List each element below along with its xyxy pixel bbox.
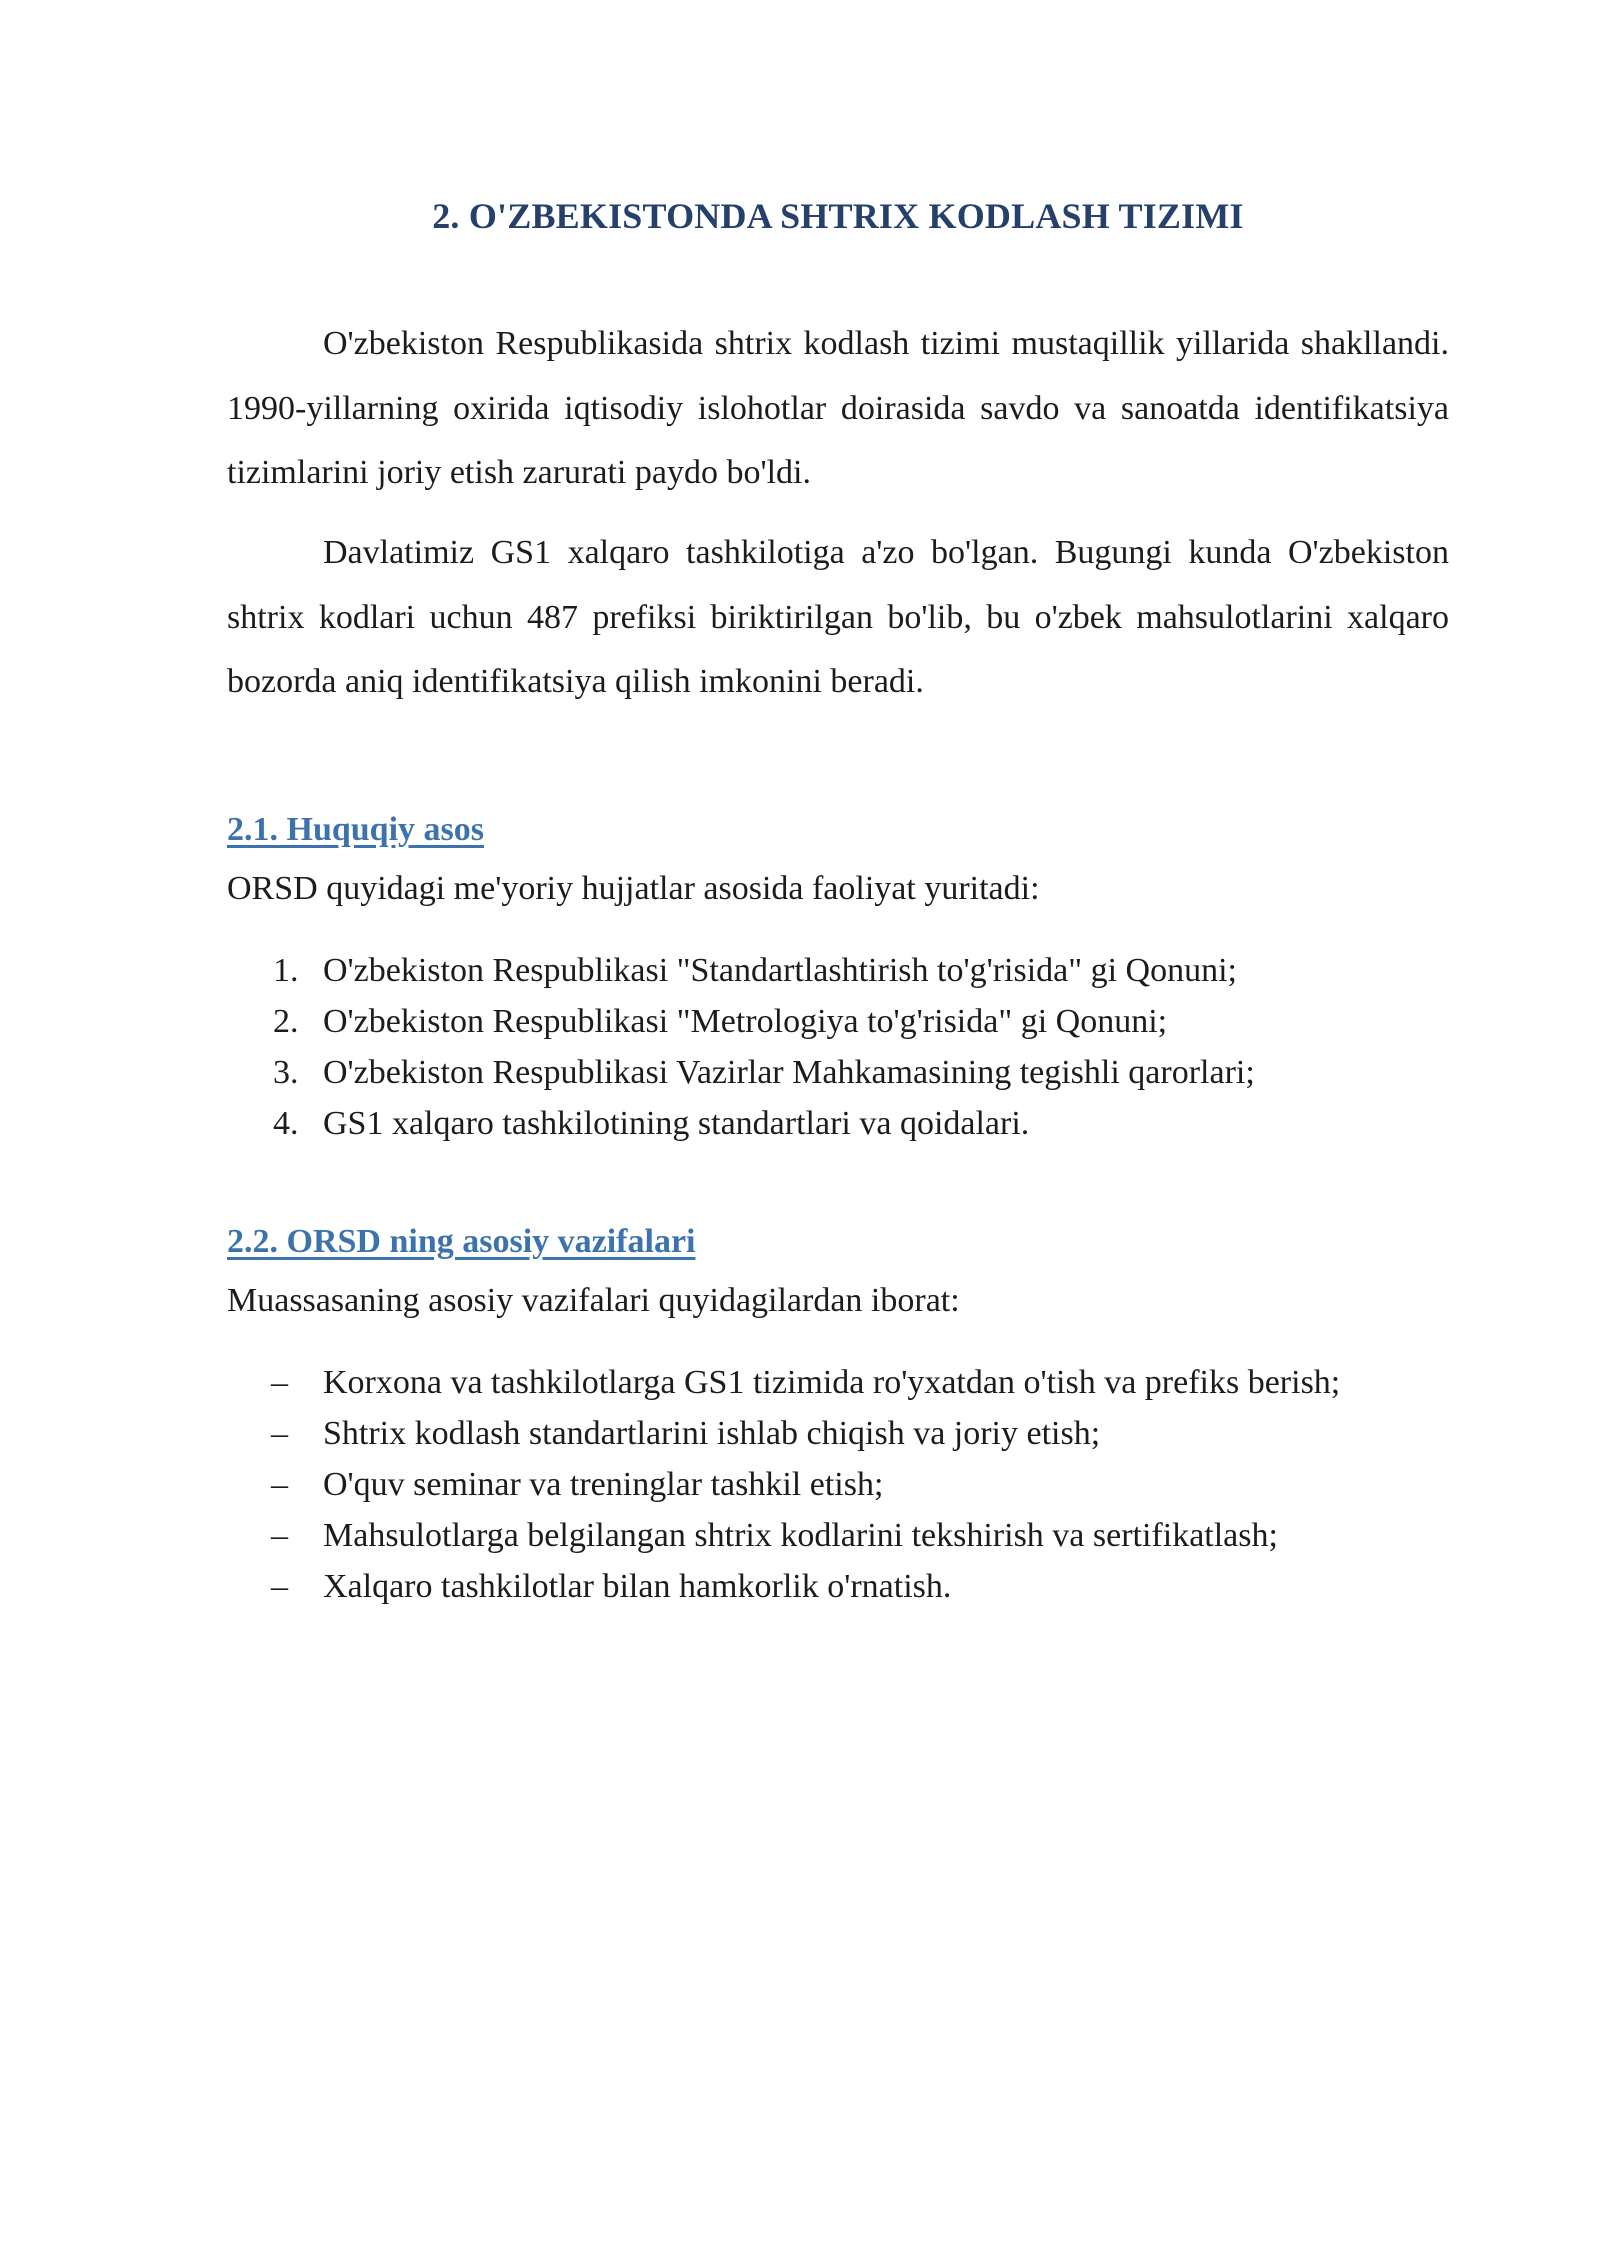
list-item-dash: –: [271, 1364, 288, 1401]
paragraph-intro: O'zbekiston Respublikasida shtrix kodlash tizimi mustaqillik yillarida shakllandi. 1990-yillarning oxirida iqtisodiy islohotlar doirasida savdo va sanoatda identifikatsiya tizimlarini joriy etish zarurati paydo bo'ldi.: [227, 325, 1449, 491]
list-item-number: 4.: [273, 1105, 299, 1142]
list-item-text: O'zbekiston Respublikasi "Standartlashtirish to'g'risida" gi Qonuni;: [323, 952, 1237, 989]
list-item: [227, 1510, 1340, 1561]
paragraph-gs1-membership: Davlatimiz GS1 xalqaro tashkilotiga a'zo bo'lgan. Bugungi kunda O'zbekiston shtrix kodlari uchun 487 prefiksi biriktirilgan bo'lib, bu o'zbek mahsulotlarini xalqaro bozorda aniq identifikatsiya qilish imkonini beradi.: [227, 534, 1449, 700]
list-item-text: Xalqaro tashkilotlar bilan hamkorlik o'rnatish.: [323, 1568, 952, 1605]
list-item: [227, 1098, 1255, 1149]
list-item: [227, 1459, 1340, 1510]
section-intro-main-tasks: Muassasaning asosiy vazifalari quyidagilardan iborat:: [227, 1282, 960, 1319]
list-item-text: Shtrix kodlash standartlarini ishlab chiqish va joriy etish;: [323, 1415, 1101, 1452]
section-heading-main-tasks[interactable]: 2.2. ORSD ning asosiy vazifalari: [227, 1223, 696, 1260]
list-item-dash: –: [271, 1466, 288, 1503]
list-item-text: O'zbekiston Respublikasi Vazirlar Mahkamasining tegishli qarorlari;: [323, 1054, 1255, 1091]
list-item-text: O'quv seminar va treninglar tashkil etish;: [323, 1466, 884, 1503]
list-item-text: Mahsulotlarga belgilangan shtrix kodlarini tekshirish va sertifikatlash;: [323, 1517, 1278, 1554]
list-item: [227, 1357, 1340, 1408]
list-item: [227, 996, 1255, 1047]
list-item-number: 1.: [273, 952, 299, 989]
list-item-text: GS1 xalqaro tashkilotining standartlari va qoidalari.: [323, 1105, 1030, 1142]
list-item: [227, 1047, 1255, 1098]
list-item-dash: –: [271, 1517, 288, 1554]
list-item: [227, 945, 1255, 996]
main-tasks-list: [227, 1357, 1340, 1612]
list-item-dash: –: [271, 1568, 288, 1605]
document-title: 2. O'ZBEKISTONDA SHTRIX KODLASH TIZIMI: [432, 196, 1244, 236]
list-item-number: 2.: [273, 1003, 299, 1040]
list-item-text: Korxona va tashkilotlarga GS1 tizimida ro'yxatdan o'tish va prefiks berish;: [323, 1364, 1341, 1401]
legal-documents-list: [227, 945, 1255, 1149]
list-item-dash: –: [271, 1415, 288, 1452]
list-item: [227, 1561, 1340, 1612]
section-intro-legal-basis: ORSD quyidagi me'yoriy hujjatlar asosida faoliyat yuritadi:: [227, 870, 1040, 907]
list-item-number: 3.: [273, 1054, 299, 1091]
list-item: [227, 1408, 1340, 1459]
list-item-text: O'zbekiston Respublikasi "Metrologiya to'g'risida" gi Qonuni;: [323, 1003, 1168, 1040]
section-heading-legal-basis[interactable]: 2.1. Huquqiy asos: [227, 811, 484, 848]
